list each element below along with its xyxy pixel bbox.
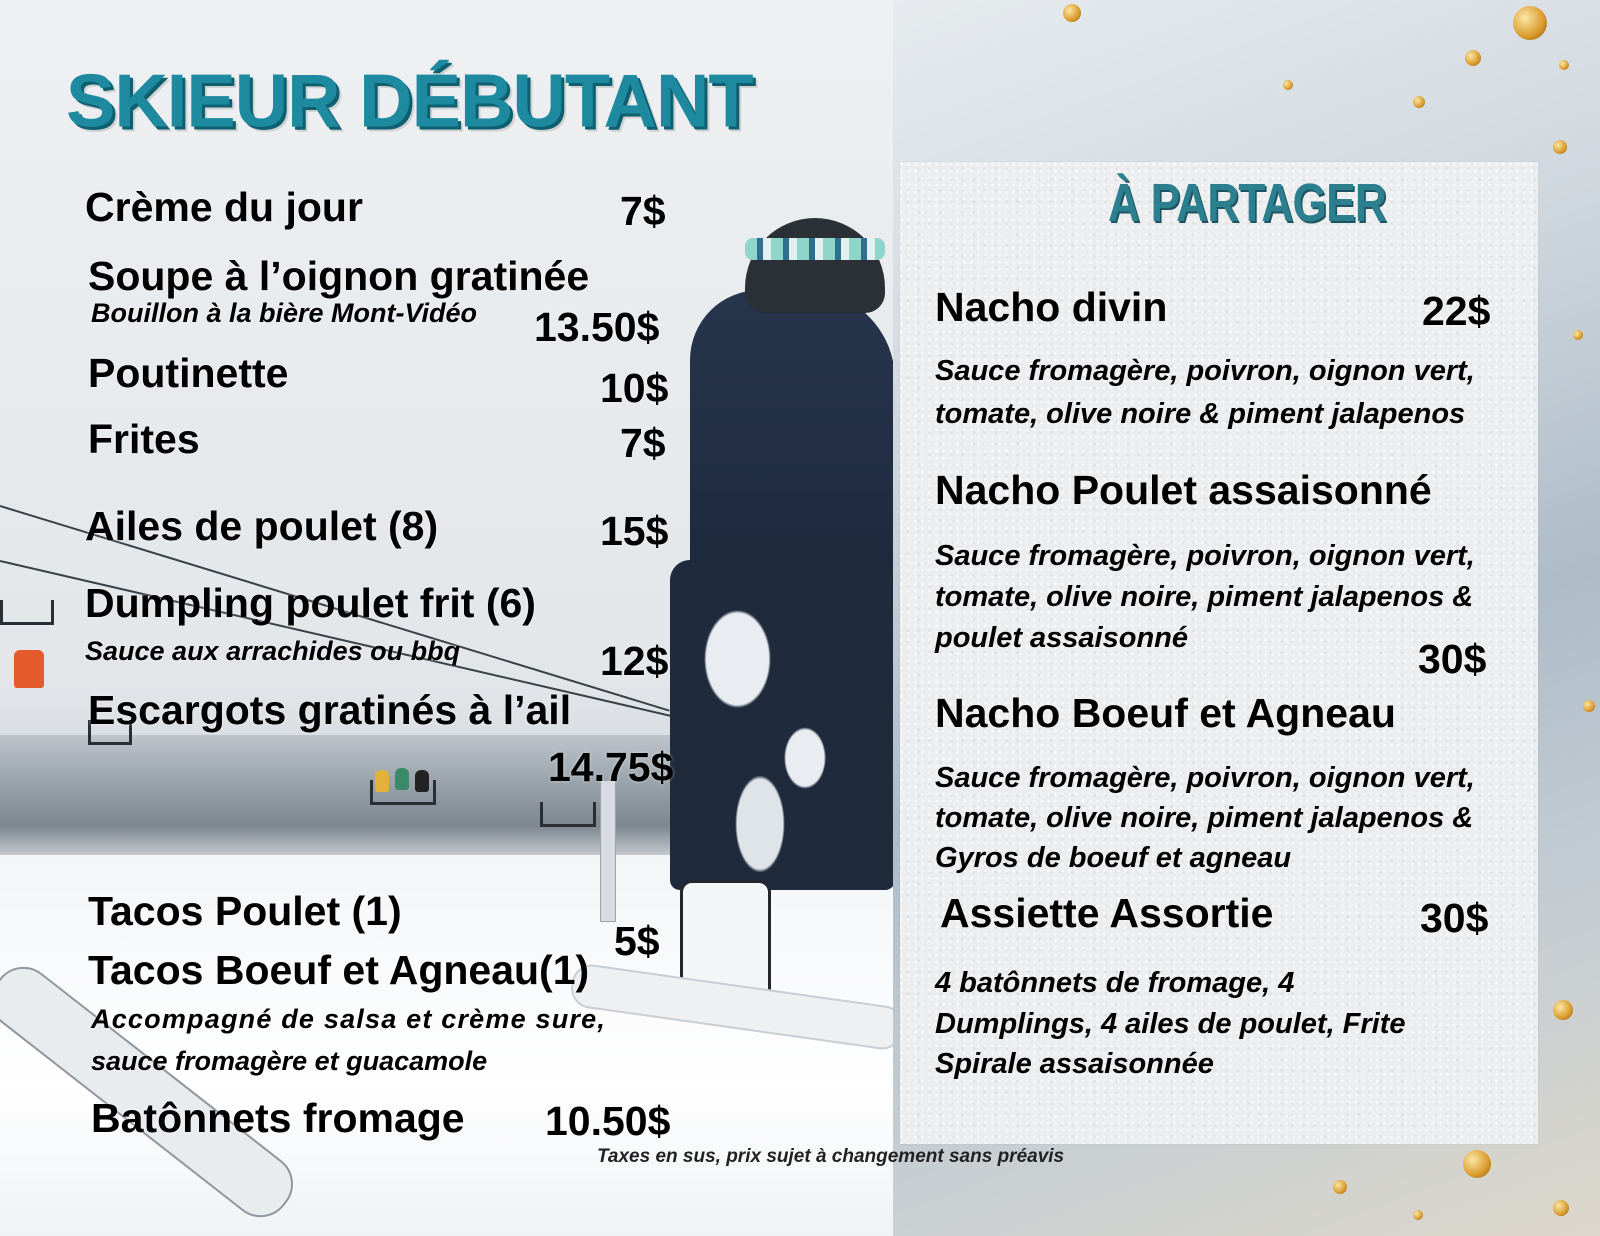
menu-item-name: Dumpling poulet frit (6) bbox=[85, 580, 536, 626]
menu-item-description: poulet assaisonné bbox=[935, 622, 1189, 654]
lift-rider bbox=[395, 768, 409, 790]
lift-rider bbox=[375, 770, 389, 792]
menu-item-name: Crème du jour bbox=[85, 184, 363, 230]
snowboarder-pants bbox=[670, 560, 893, 890]
snowboarder-jacket bbox=[690, 290, 893, 600]
gold-glitter-speck bbox=[1283, 80, 1293, 90]
menu-title-skieur-debutant: SKIEUR DÉBUTANT bbox=[66, 58, 753, 143]
menu-item-name: Assiette Assortie bbox=[940, 890, 1274, 936]
menu-item-name: Nacho Boeuf et Agneau bbox=[935, 690, 1396, 736]
menu-item-description: Sauce aux arrachides ou bbq bbox=[85, 636, 461, 666]
menu-item-price: 7$ bbox=[620, 420, 666, 466]
menu-item-description: Accompagné de salsa et crème sure, bbox=[91, 1004, 607, 1034]
menu-item-price: 15$ bbox=[600, 508, 669, 554]
menu-item-price: 30$ bbox=[1420, 895, 1489, 941]
gold-glitter-speck bbox=[1413, 1210, 1423, 1220]
lift-chair bbox=[540, 802, 596, 827]
gold-glitter-speck bbox=[1553, 1000, 1573, 1020]
gold-glitter-speck bbox=[1333, 1180, 1347, 1194]
menu-item-description: 4 batônnets de fromage, 4 bbox=[935, 967, 1295, 999]
menu-item-name: Poutinette bbox=[88, 350, 289, 396]
menu-item-price: 13.50$ bbox=[534, 304, 660, 350]
gold-glitter-speck bbox=[1465, 50, 1481, 66]
menu-item-price: 14.75$ bbox=[548, 744, 674, 790]
menu-item-description: Gyros de boeuf et agneau bbox=[935, 842, 1292, 874]
gold-glitter-speck bbox=[1553, 140, 1567, 154]
menu-item-price: 10.50$ bbox=[545, 1098, 671, 1144]
gold-glitter-speck bbox=[1413, 96, 1425, 108]
gold-glitter-speck bbox=[1463, 1150, 1491, 1178]
menu-item-name: Batônnets fromage bbox=[91, 1095, 465, 1141]
menu-item-description: Sauce fromagère, poivron, oignon vert, bbox=[935, 762, 1475, 794]
menu-item-description: tomate, olive noire, piment jalapenos & bbox=[935, 802, 1474, 834]
menu-item-description: Spirale assaisonnée bbox=[935, 1048, 1214, 1080]
snowboarder-helmet bbox=[745, 218, 885, 313]
gold-glitter-speck bbox=[1573, 330, 1583, 340]
lift-chair bbox=[0, 600, 54, 625]
menu-item-name: Frites bbox=[88, 416, 200, 462]
menu-title-a-partager: À PARTAGER bbox=[1108, 173, 1386, 233]
gold-glitter-speck bbox=[1553, 1200, 1569, 1216]
menu-item-description: Dumplings, 4 ailes de poulet, Frite bbox=[935, 1008, 1406, 1040]
goggle-strap bbox=[745, 238, 885, 260]
menu-item-name: Tacos Poulet (1) bbox=[88, 888, 402, 934]
gold-glitter-speck bbox=[1559, 60, 1569, 70]
lift-rider bbox=[14, 650, 44, 688]
menu-item-description: tomate, olive noire, piment jalapenos & bbox=[935, 581, 1474, 613]
menu-item-price: 5$ bbox=[614, 918, 660, 964]
lift-tower bbox=[600, 780, 616, 922]
menu-item-description: Sauce fromagère, poivron, oignon vert, bbox=[935, 540, 1475, 572]
menu-item-name: Escargots gratinés à l’ail bbox=[88, 687, 572, 733]
gold-glitter-speck bbox=[1063, 4, 1081, 22]
menu-item-name: Nacho Poulet assaisonné bbox=[935, 467, 1432, 513]
menu-item-price: 10$ bbox=[600, 365, 669, 411]
menu-item-price: 7$ bbox=[620, 188, 666, 234]
menu-item-description: sauce fromagère et guacamole bbox=[91, 1046, 488, 1076]
menu-item-description: Sauce fromagère, poivron, oignon vert, bbox=[935, 355, 1475, 387]
menu-item-name: Soupe à l’oignon gratinée bbox=[88, 253, 590, 299]
menu-item-price: 30$ bbox=[1418, 636, 1487, 682]
menu-item-price: 22$ bbox=[1422, 288, 1491, 334]
menu-item-description: tomate, olive noire & piment jalapenos bbox=[935, 398, 1466, 430]
gold-glitter-speck bbox=[1583, 700, 1595, 712]
menu-item-name: Ailes de poulet (8) bbox=[85, 503, 439, 549]
menu-item-description: Bouillon à la bière Mont-Vidéo bbox=[91, 298, 478, 328]
footer-tax-note: Taxes en sus, prix sujet à changement sans préavis bbox=[597, 1146, 1065, 1167]
menu-item-name: Tacos Boeuf et Agneau(1) bbox=[88, 947, 590, 993]
gold-glitter-speck bbox=[1513, 6, 1547, 40]
menu-item-name: Nacho divin bbox=[935, 284, 1168, 330]
lift-rider bbox=[415, 770, 429, 792]
menu-item-price: 12$ bbox=[600, 638, 669, 684]
